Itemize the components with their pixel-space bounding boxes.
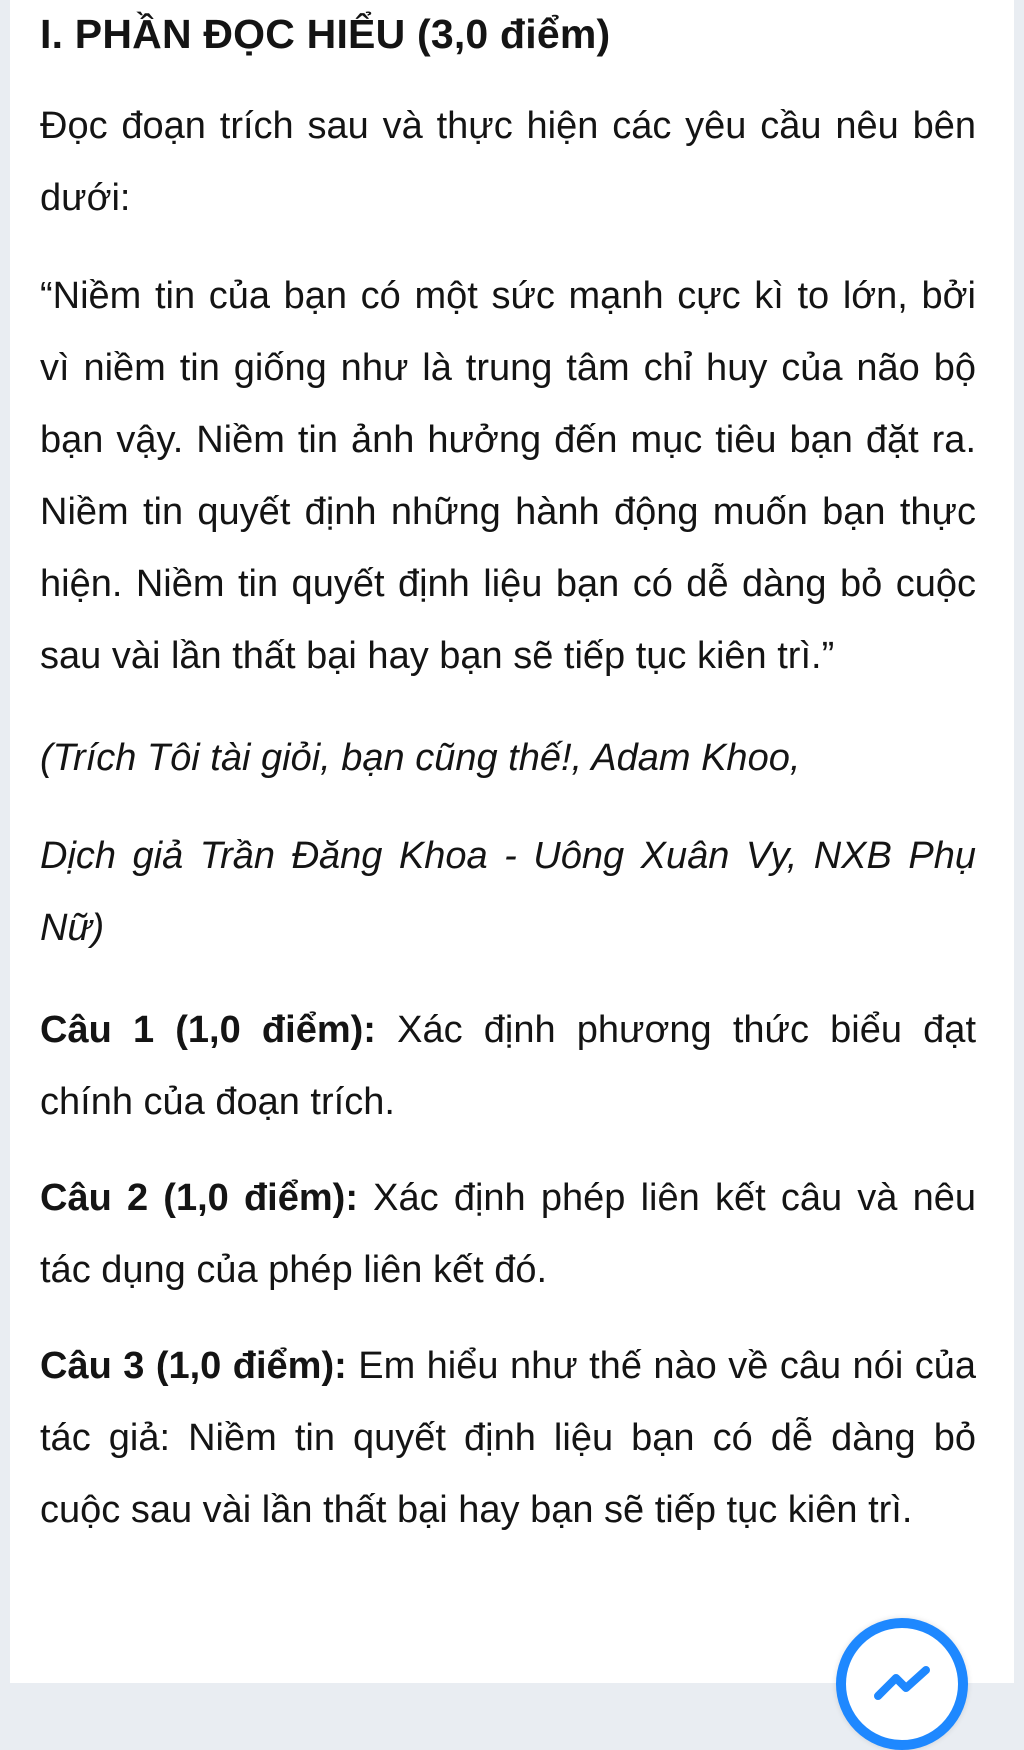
source-citation-line1: (Trích Tôi tài giỏi, bạn cũng thế!, Adam Khoo, [40, 737, 801, 779]
source-citation-line2: Dịch giả Trần Đăng Khoa - Uông Xuân Vy, NXB Phụ Nữ) [40, 835, 976, 949]
quoted-passage: “Niềm tin của bạn có một sức mạnh cực kì to lớn, bởi vì niềm tin giống như là trung tâm chỉ huy của não bộ bạn vậy. Niềm tin ảnh hưởng đến mục tiêu bạn đặt ra. Niềm tin quyết định những hành động muốn bạn thực hiện. Niềm tin quyết định liệu bạn có dễ dàng bỏ cuộc sau vài lần thất bại hay bạn sẽ tiếp tục kiên trì.” [40, 275, 976, 677]
messenger-icon [872, 1656, 932, 1716]
instruction-text: Đọc đoạn trích sau và thực hiện các yêu cầu nêu bên dưới: [40, 105, 976, 219]
question-2-text: Xác định phép liên kết câu và nêu tác dụng của phép liên kết đó. [40, 1177, 977, 1291]
section-heading: I. PHẦN ĐỌC HIỂU (3,0 điểm) [40, 11, 611, 57]
question-2 [40, 1162, 976, 1306]
question-1-text: Xác định phương thức biểu đạt chính của đoạn trích. [40, 1009, 976, 1123]
document-page [10, 0, 1014, 1683]
question-2-label: Câu 2 (1,0 điểm): [40, 1177, 358, 1219]
question-1-label: Câu 1 (1,0 điểm): [40, 1009, 376, 1051]
messenger-button[interactable] [836, 1618, 968, 1750]
question-3-label: Câu 3 (1,0 điểm): [40, 1345, 347, 1387]
question-3 [40, 1330, 976, 1546]
question-3-text: Em hiểu như thế nào về câu nói của tác giả: Niềm tin quyết định liệu bạn có dễ dàng bỏ cuộc sau vài lần thất bại hay bạn sẽ tiếp tục kiên trì. [40, 1345, 976, 1531]
question-1 [40, 994, 976, 1138]
